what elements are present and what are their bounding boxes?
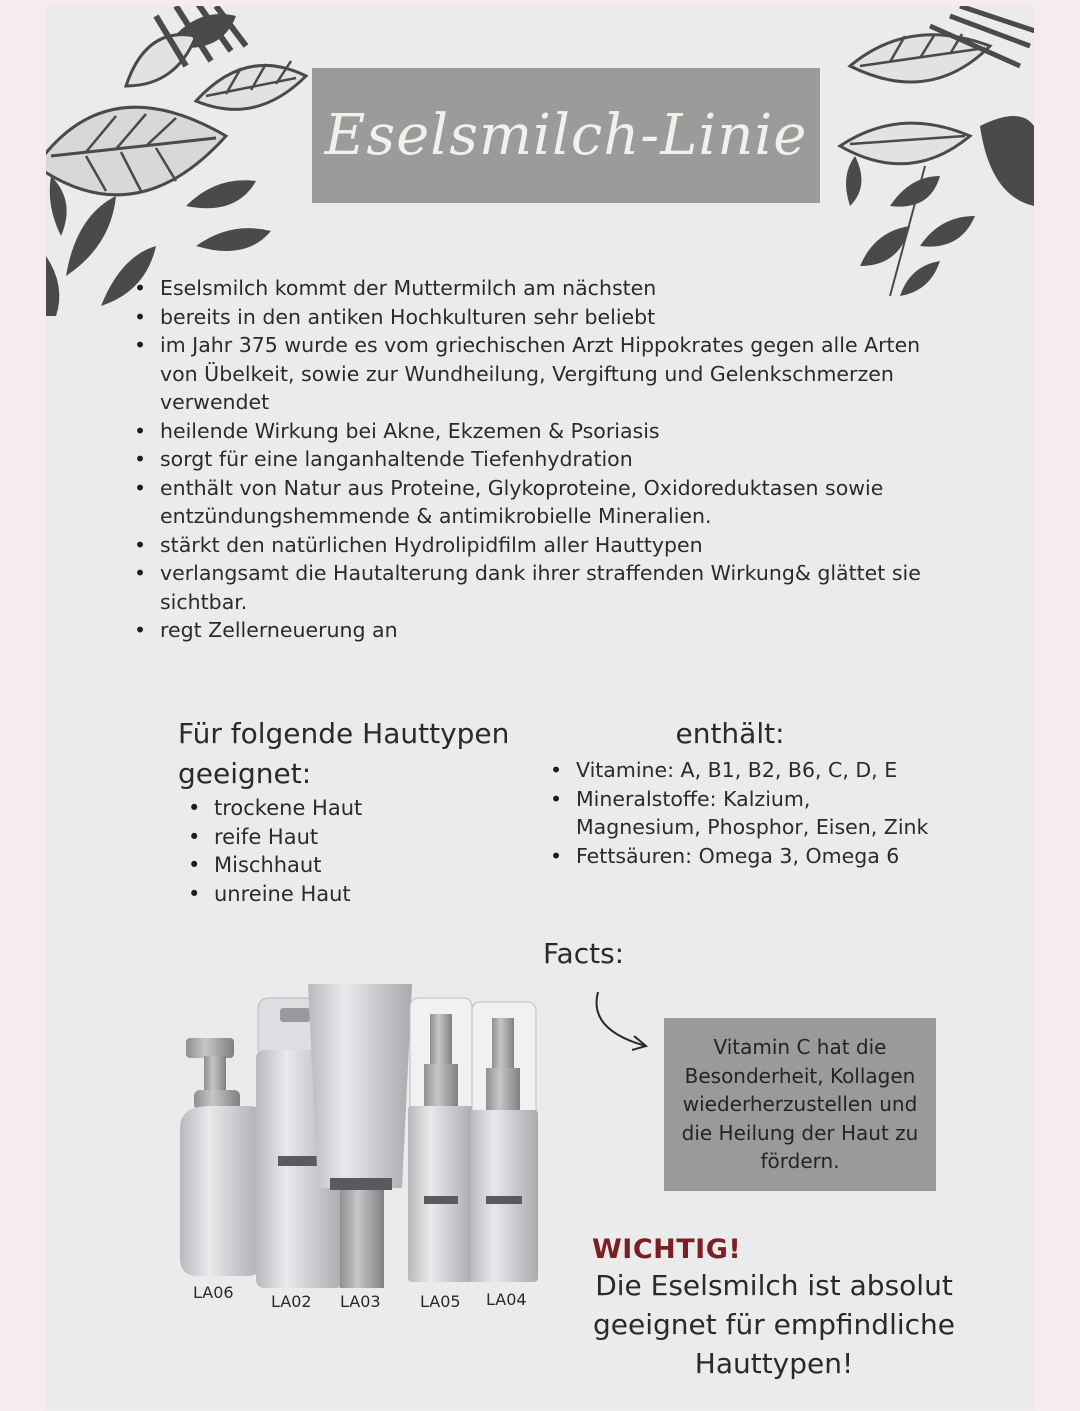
- list-item: • unreine Haut: [214, 880, 514, 909]
- contains-list: [576, 756, 936, 870]
- list-item: • Mineralstoffe: Kalzium, Magnesium, Phosphor, Eisen, Zink: [576, 785, 936, 842]
- product-la05: [408, 998, 474, 1282]
- product-code: LA02: [271, 1292, 312, 1311]
- list-item: • bereits in den antiken Hochkulturen sehr beliebt: [160, 303, 960, 332]
- product-la06: [180, 1038, 264, 1276]
- list-item: • Mischhaut: [214, 851, 514, 880]
- product-code: LA06: [193, 1283, 234, 1302]
- important-text: Die Eselsmilch ist absolut geeignet für empfindliche Hauttypen!: [592, 1269, 955, 1380]
- list-item: • Vitamine: A, B1, B2, B6, C, D, E: [576, 756, 936, 785]
- list-item: • heilende Wirkung bei Akne, Ekzemen & Psoriasis: [160, 417, 960, 446]
- title-banner: [312, 68, 820, 203]
- list-item: • Fettsäuren: Omega 3, Omega 6: [576, 842, 936, 871]
- list-item: • sorgt für eine langanhaltende Tiefenhydration: [160, 445, 960, 474]
- facts-heading: Facts:: [543, 937, 625, 970]
- fact-text: Vitamin C hat die Besonderheit, Kollagen wiederherzustellen und die Heilung der Haut zu fördern.: [681, 1035, 919, 1174]
- list-item: • regt Zellerneuerung an: [160, 616, 960, 645]
- product-la04: [470, 1002, 538, 1282]
- list-item: • enthält von Natur aus Proteine, Glykoproteine, Oxidoreduktasen sowie entzündungshemmende & antimikrobielle Mineralien.: [160, 474, 960, 531]
- list-item: • verlangsamt die Hautalterung dank ihrer straffenden Wirkung& glättet sie sichtbar.: [160, 559, 960, 616]
- product-code: LA05: [420, 1292, 461, 1311]
- page-title: Eselsmilch-Linie: [324, 103, 808, 168]
- list-item: • im Jahr 375 wurde es vom griechischen Arzt Hippokrates gegen alle Arten von Übelkeit, sowie zur Wundheilung, Vergiftung und Gelenkschmerzen verwendet: [160, 331, 960, 417]
- contains-heading: enthält:: [675, 717, 785, 750]
- leaf-branch-icon: [46, 6, 316, 316]
- product-lineup-image: [180, 978, 552, 1294]
- important-label: WICHTIG!: [592, 1234, 742, 1265]
- product-code: LA04: [486, 1290, 527, 1309]
- product-code: LA03: [340, 1292, 381, 1311]
- fact-box: [664, 1018, 936, 1191]
- list-item: • stärkt den natürlichen Hydrolipidfilm aller Hauttypen: [160, 531, 960, 560]
- list-item: • Eselsmilch kommt der Muttermilch am nächsten: [160, 274, 960, 303]
- skin-types-heading: Für folgende Hauttypen geeignet:: [178, 717, 510, 790]
- list-item: • reife Haut: [214, 823, 514, 852]
- skin-types-list: [214, 794, 514, 908]
- curved-arrow-icon: [588, 990, 654, 1054]
- leaf-branch-icon: [830, 6, 1034, 296]
- list-item: • trockene Haut: [214, 794, 514, 823]
- benefits-list: [160, 274, 960, 645]
